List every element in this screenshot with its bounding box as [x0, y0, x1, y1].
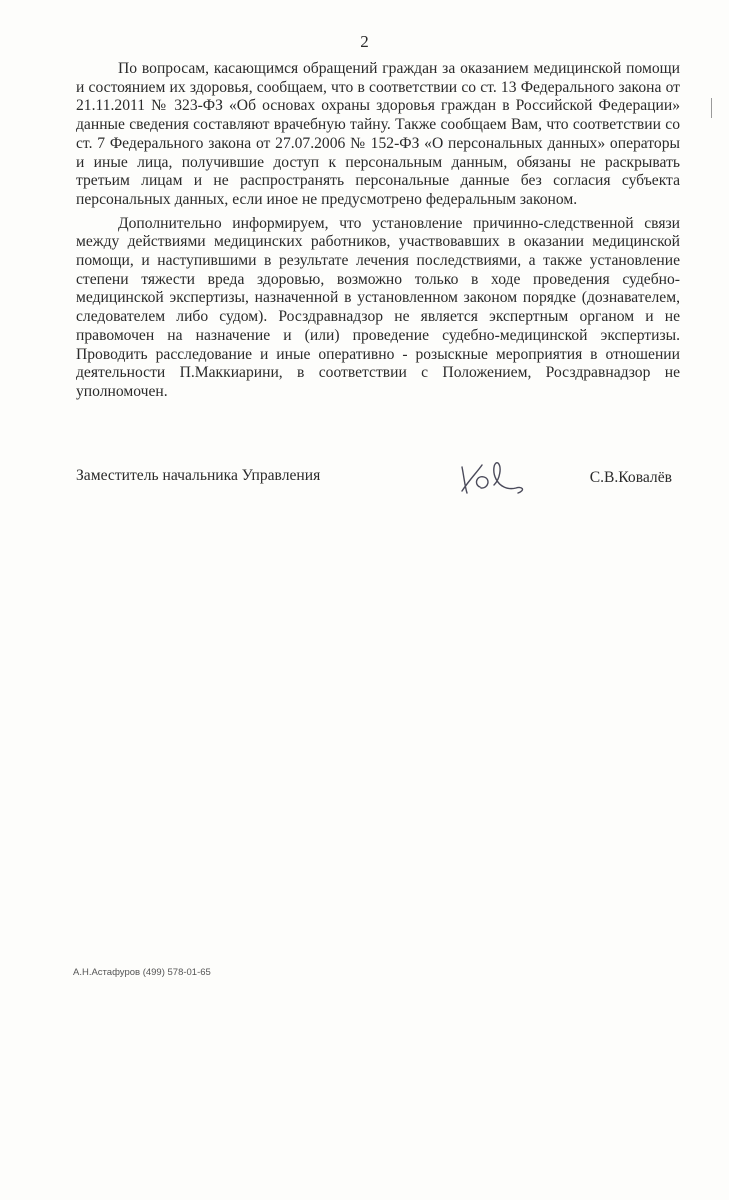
paragraph: По вопросам, касающимся обращений граждан за оказанием медицинской помощи и состоянием их здоровья, сообщаем, что в соответствии со ст. 13 Федерального закона от 21.11.2011 № 323-ФЗ «Об основах охраны здоровья граждан в Российской Федерации» данные сведения составляют врачебную тайну. Также сообщаем Вам, что соответствии со ст. 7 Федерального закона от 27.07.2006 № 152-ФЗ «О персональных данных» операторы и иные лица, получившие доступ к персональным данным, обязаны не раскрывать третьим лицам и не распространять персональные данные без согласия субъекта персональных данных, если иное не предусмотрено федеральным законом.: [76, 60, 680, 208]
signature-block: [76, 457, 680, 507]
handwritten-signature: [456, 457, 536, 499]
letter-body: [76, 60, 680, 407]
signer-position: Заместитель начальника Управления: [76, 467, 321, 484]
page-number: 2: [360, 32, 369, 51]
scan-artifact: [711, 98, 712, 118]
executor-contact: А.Н.Астафуров (499) 578-01-65: [73, 967, 211, 978]
paragraph: Дополнительно информируем, что установление причинно-следственной связи между действиями медицинских работников, участвовавших в оказании медицинской помощи, и наступившими в результате лечения последствиями, а также установление степени тяжести вреда здоровью, возможно только в ходе проведения судебно-медицинской экспертизы, назначенной в установленном законом порядке (дознавателем, следователем либо судом). Росздравнадзор не является экспертным органом и не правомочен на назначение и (или) проведение судебно-медицинской экспертизы. Проводить расследование и иные оперативно - розыскные мероприятия в отношении деятельности П.Маккиарини, в соответствии с Положением, Росздравнадзор не уполномочен.: [76, 214, 680, 400]
signer-name: С.В.Ковалёв: [589, 469, 672, 486]
